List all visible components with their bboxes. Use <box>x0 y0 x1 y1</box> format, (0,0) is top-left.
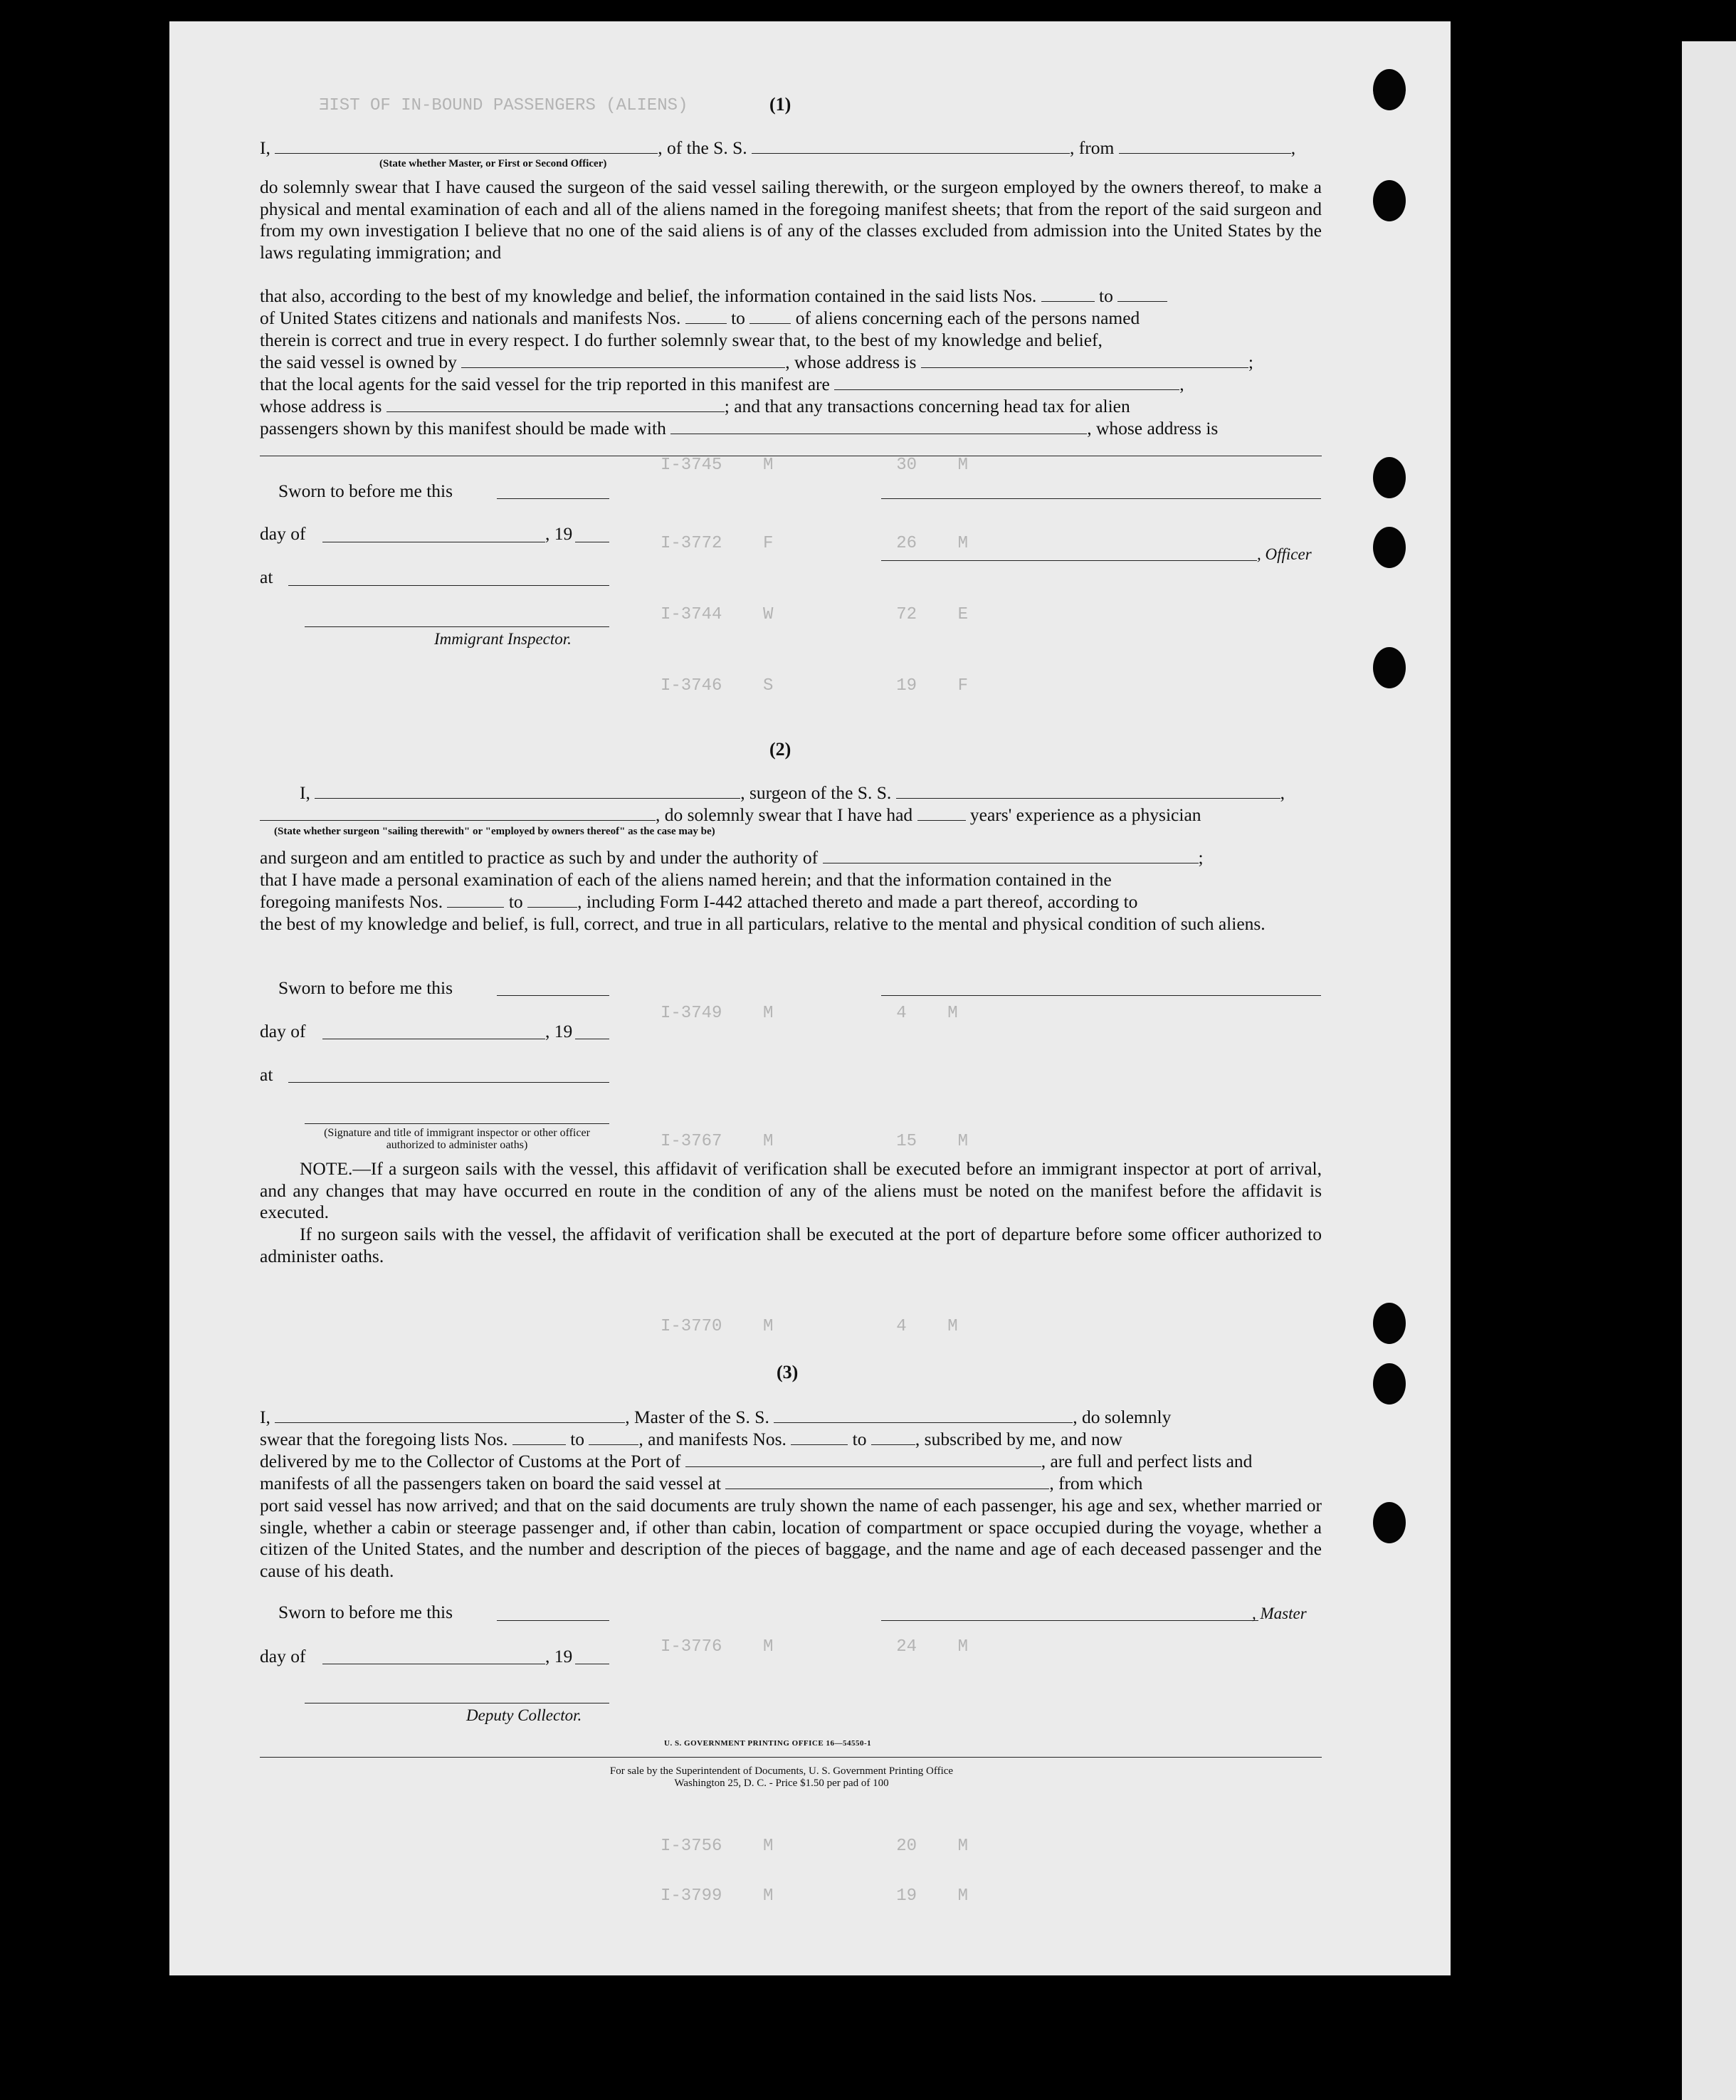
manifest-start-blank[interactable] <box>685 320 727 324</box>
authority-line: and surgeon and am entitled to practice as such by and under the authority of ; <box>260 847 1204 868</box>
list-start-blank[interactable] <box>1041 298 1095 302</box>
punch-hole <box>1373 180 1406 221</box>
sworn-label: Sworn to before me this <box>278 1602 453 1622</box>
punch-hole <box>1373 1502 1406 1543</box>
sworn-label: Sworn to before me this <box>278 481 453 501</box>
boarding-port-blank[interactable] <box>725 1486 1049 1489</box>
manifest-end-blank[interactable] <box>871 1442 915 1445</box>
bleed-through-text: I-3776 M 24 M <box>661 1637 969 1657</box>
bleed-through-text: I-3770 M 4 M <box>661 1317 958 1336</box>
bleed-through-text: I-3767 M 15 M <box>661 1132 969 1151</box>
adjacent-page-edge <box>1682 41 1736 2100</box>
oath-paragraph: do solemnly swear that I have caused the surgeon of the said vessel sailing therewith, or the surgeon employed by the owners thereof, to make a physical and mental examination of each and all of the aliens named in the foregoing manifest sheets; that from the report of the said surgeon and from my own investigation I believe that no one of the said aliens is of any of the classes excluded from admission into the United States by the laws regulating immigration; and <box>260 177 1322 263</box>
year-label: , 19 <box>545 523 573 544</box>
years-blank[interactable] <box>917 817 966 821</box>
note-paragraph-2: If no surgeon sails with the vessel, the affidavit of verification shall be executed at the port of departure before some officer authorized to administer oaths. <box>260 1224 1322 1266</box>
master-signature-line[interactable] <box>881 1620 1258 1621</box>
delivered-line: delivered by me to the Collector of Customs at the Port of , are full and perfect lists and <box>260 1451 1253 1471</box>
bleed-through-text: ƎIST OF IN-BOUND PASSENGERS (ALIENS) <box>319 96 688 115</box>
owner-blank[interactable] <box>461 364 785 368</box>
sworn-date-blank[interactable] <box>497 498 609 499</box>
day-label: day of <box>260 1646 306 1666</box>
master-line: I, , Master of the S. S. , do solemnly <box>260 1407 1172 1427</box>
deputy-label: Deputy Collector. <box>466 1706 582 1724</box>
officer-blank[interactable] <box>275 150 658 154</box>
sworn-date-blank[interactable] <box>497 1620 609 1621</box>
surgeon-signature-line[interactable] <box>881 995 1321 996</box>
agents-address-line: whose address is ; and that any transactions concerning head tax for alien <box>260 396 1130 416</box>
manifest-end-blank[interactable] <box>749 320 791 324</box>
sworn-label: Sworn to before me this <box>278 977 453 998</box>
owner-line: the said vessel is owned by , whose address is ; <box>260 352 1253 372</box>
year-label: , 19 <box>545 1021 573 1041</box>
officer-caption: (State whether Master, or First or Second Officer) <box>379 158 607 169</box>
agents-line: that the local agents for the said vessel for the trip reported in this manifest are , <box>260 374 1184 394</box>
surgeon-status-blank[interactable] <box>260 817 656 821</box>
citizens-line: of United States citizens and nationals and manifests Nos. to of aliens concerning each of the persons named <box>260 308 1140 328</box>
bleed-through-text: I-3744 W 72 E <box>661 605 969 624</box>
bleed-through-text: I-3756 M 20 M <box>661 1837 969 1856</box>
passengers-line: passengers shown by this manifest should be made with , whose address is <box>260 418 1219 439</box>
officer-signature-line[interactable] <box>881 498 1321 499</box>
bleed-through-text: I-3745 M 30 M <box>661 456 969 475</box>
year-label: , 19 <box>545 1646 573 1666</box>
oath-line: I, , of the S. S. , from , <box>260 137 1296 158</box>
punch-hole <box>1373 647 1406 688</box>
boarding-line: manifests of all the passengers taken on board the said vessel at , from which <box>260 1473 1143 1493</box>
surgeon-swear-line: , do solemnly swear that I have had years' experience as a physician <box>260 804 1322 826</box>
foregoing-line: foregoing manifests Nos. to , including Form I-442 attached thereto and made a part thereof, according to <box>260 891 1138 912</box>
agents-address-blank[interactable] <box>386 409 725 412</box>
examination-line: that I have made a personal examination of each of the aliens named herein; and that the information contained in the <box>260 869 1112 890</box>
master-label: , Master <box>1252 1605 1307 1622</box>
sworn-date-blank[interactable] <box>497 995 609 996</box>
list-end-blank[interactable] <box>589 1442 638 1445</box>
gpo-imprint: U. S. GOVERNMENT PRINTING OFFICE 16—54550-1 <box>664 1739 872 1748</box>
section-number: (2) <box>769 739 791 760</box>
master-vessel-blank[interactable] <box>774 1419 1073 1423</box>
punch-hole <box>1373 457 1406 498</box>
owner-address-blank[interactable] <box>921 364 1248 368</box>
bleed-through-text: I-3799 M 19 M <box>661 1886 969 1906</box>
declaration-paragraph: port said vessel has now arrived; and that on the said documents are truly shown the name of each passenger, his age and sex, whether married or single, whether a cabin or steerage passenger and, if other than cabin, location of compartment or space occupied during the voyage, whether a citizen of the United States, and the number and description of the pieces of baggage, and the name and age of each deceased passenger and the cause of his death. <box>260 1495 1322 1581</box>
at-blank[interactable] <box>288 585 609 586</box>
master-name-blank[interactable] <box>275 1419 625 1423</box>
signature-line[interactable] <box>305 1123 609 1124</box>
officer-label: , Officer <box>1257 545 1312 563</box>
port-of-arrival-blank[interactable] <box>685 1464 1041 1467</box>
bleed-through-text: I-3772 F 26 M <box>661 534 969 553</box>
bleed-through-text: I-3746 S 19 F <box>661 676 969 695</box>
punch-hole <box>1373 527 1406 568</box>
punch-hole <box>1373 1303 1406 1344</box>
inspector-signature-line[interactable] <box>305 626 609 627</box>
punch-hole <box>1373 69 1406 110</box>
agents-blank[interactable] <box>834 387 1179 390</box>
at-label: at <box>260 1064 273 1085</box>
surgeon-vessel-blank[interactable] <box>896 795 1280 799</box>
headtax-agent-blank[interactable] <box>670 431 1087 434</box>
condition-paragraph: the best of my knowledge and belief, is full, correct, and true in all particulars, relative to the mental and physical condition of such aliens. <box>260 913 1266 934</box>
manifest-from-blank[interactable] <box>447 904 504 908</box>
footer-rule <box>260 1757 1322 1758</box>
surgeon-caption: (State whether surgeon "sailing therewith" or "employed by owners thereof" as the case may be) <box>274 826 715 837</box>
section-number: (3) <box>777 1362 799 1382</box>
at-label: at <box>260 567 273 587</box>
manifest-back-page <box>169 21 1451 1975</box>
manifest-start-blank[interactable] <box>791 1442 848 1445</box>
lists-line: swear that the foregoing lists Nos. to , and manifests Nos. to , subscribed by me, and now <box>260 1429 1122 1449</box>
list-end-blank[interactable] <box>1117 298 1167 302</box>
list-start-blank[interactable] <box>512 1442 566 1445</box>
port-blank[interactable] <box>1119 150 1291 154</box>
section-number: (1) <box>769 94 791 115</box>
vessel-name-blank[interactable] <box>752 150 1070 154</box>
day-label: day of <box>260 523 306 544</box>
inspector-label: Immigrant Inspector. <box>434 630 572 648</box>
signature-caption: (Signature and title of immigrant inspector or other officer authorized to administer oaths) <box>324 1127 590 1151</box>
lists-line: that also, according to the best of my knowledge and belief, the information contained in the said lists Nos. to <box>260 285 1322 308</box>
authority-blank[interactable] <box>823 860 1199 863</box>
surgeon-line: I, , surgeon of the S. S. , <box>300 782 1285 803</box>
officer-line-2[interactable] <box>881 560 1257 561</box>
punch-hole <box>1373 1363 1406 1405</box>
note-paragraph: NOTE.—If a surgeon sails with the vessel, this affidavit of verification shall be executed before an immigrant inspector at port of arrival, and any changes that may have occurred en route in the condition of any of the aliens must be noted on the manifest before the affidavit is executed. <box>260 1158 1322 1223</box>
manifest-to-blank[interactable] <box>527 904 577 908</box>
note-heading: NOTE. <box>300 1158 353 1179</box>
sale-notice: For sale by the Superintendent of Documents, U. S. Government Printing Office Washington 25, D. C. - Price $1.50 per pad of 100 <box>609 1765 954 1789</box>
day-label: day of <box>260 1021 306 1041</box>
bleed-through-text: I-3749 M 4 M <box>661 1004 958 1023</box>
therein-line: therein is correct and true in every respect. I do further solemnly swear that, to the best of my knowledge and belief, <box>260 330 1103 350</box>
surgeon-name-blank[interactable] <box>315 795 740 799</box>
at-blank[interactable] <box>288 1082 609 1083</box>
